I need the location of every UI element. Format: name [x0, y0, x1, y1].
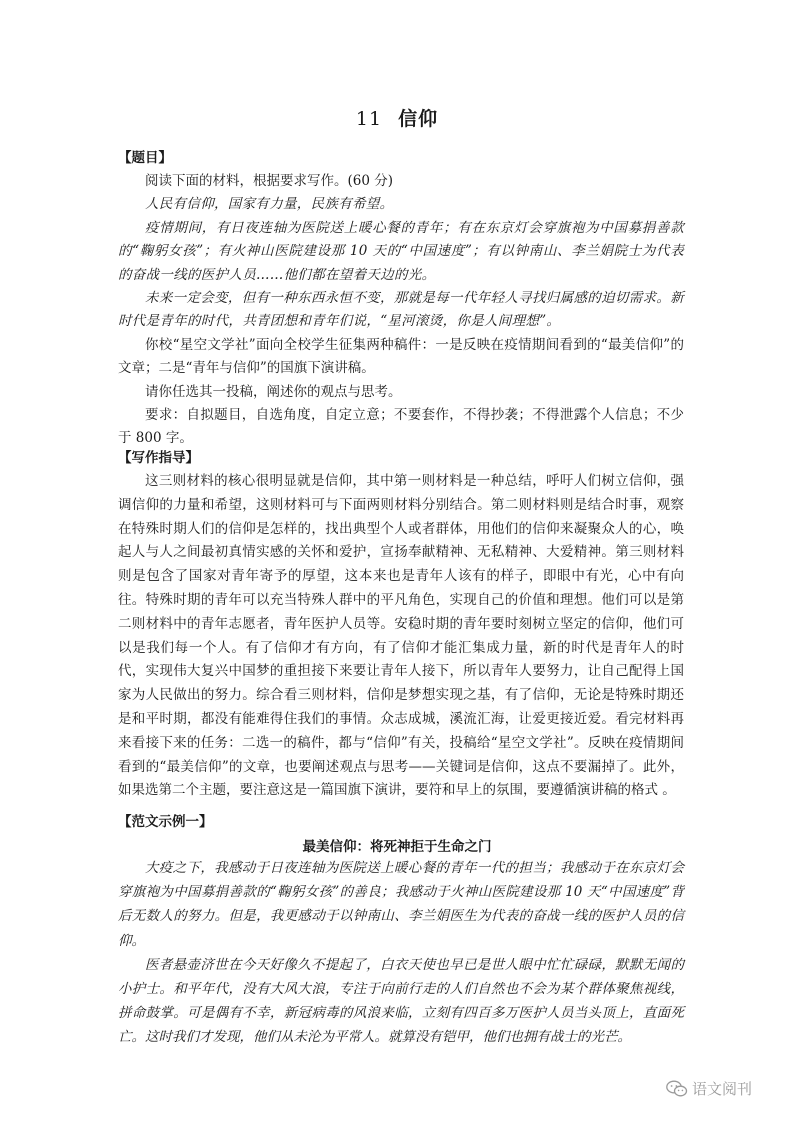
essay-paragraph: 大疫之下，我感动于日夜连轴为医院送上暖心餐的青年一代的担当；我感动于在东京灯会穿旗袍为中国募捐善款的“鞠躬女孩”的善良；我感动于火神山医院建设那 10 天“中国速度”背后无数人的努力。但是，我更感动于以钟南山、李兰娟医生为代表的奋战一线的医护人员的信仰。	[118, 860, 684, 949]
guide-text: 这三则材料的核心很明显就是信仰，其中第一则材料是一种总结，呼吁人们树立信仰，强调信仰的力量和希望，这则材料可与下面两则材料分别结合。第二则材料则是结合时事，观察在特殊时期人们的信仰是怎样的，找出典型个人或者群体，用他们的信仰来凝聚众人的心，唤起人与人之间最初真情实感的关怀和爱护，宣扬奉献精神、无私精神、大爱精神。第三则材料则是包含了国家对青年寄予的厚望，这本来也是青年人该有的样子，即眼中有光，心中有向往。特殊时期的青年可以充当特殊人群中的平凡角色，实现自己的价值和理想。他们可以是第二则材料中的青年志愿者，青年医护人员等。安稳时期的青年要时刻树立坚定的信仰，他们可以是我们每一个人。有了信仰才有方向，有了信仰才能汇集成力量，新的时代是青年人的时代，实现伟大复兴中国梦的重担接下来要让青年人接下，所以青年人要努力，让自己配得上国家为人民做出的努力。综合看三则材料，信仰是梦想实现之基，有了信仰，无论是特殊时期还是和平时期，都没有能难得住我们的事情。众志成城，溪流汇海，让爱更接近爱。看完材料再来看接下来的任务：二选一的稿件，都与“信仰”有关，投稿给“星空文学社”。反映在疫情期间看到的“最美信仰”的文章，也要阐述观点与思考——关键词是信仰，这点不要漏掉了。此外，如果选第二个主题，要注意这是一篇国旗下演讲，要符和早上的氛围，要遵循演讲稿的格式 。	[118, 473, 684, 799]
essay-paragraph: 医者悬壶济世在今天好像久不提起了，白衣天使也早已是世人眼中忙忙碌碌，默默无闻的小护士。和平年代，没有大风大浪，专注于向前行走的人们自然也不会为某个群体聚焦视线，拼命鼓掌。可是偶有不幸，新冠病毒的风浪来临，立刻有四百多万医护人员当头顶上，直面死亡。这时我们才发现，他们从未沦为平常人。就算没有铠甲，他们也拥有战士的光芒。	[118, 956, 684, 1046]
example-heading: 【范文示例一】	[118, 814, 213, 830]
page-title	[0, 104, 794, 131]
guide-block	[118, 470, 684, 803]
essay-body	[118, 856, 684, 1050]
guide-heading: 【写作指导】	[118, 450, 199, 466]
task-instruction: 请你任选其一投稿，阐述你的观点与思考。	[145, 383, 402, 400]
prompt-block	[118, 170, 684, 451]
lesson-number: 11	[355, 108, 383, 130]
prompt-instruction: 阅读下面的材料，根据要求写作。(60 分)	[145, 173, 394, 189]
essay-title: 最美信仰：将死神拒于生命之门	[302, 839, 492, 855]
requirements: 要求：自拟题目，自选角度，自定立意；不要套作，不得抄袭；不得泄露个人信息；不少于 800 字。	[118, 407, 684, 447]
task-description: 你校“星空文学社”面向全校学生征集两种稿件：一是反映在疫情期间看到的“最美信仰”的文章；二是“青年与信仰”的国旗下演讲稿。	[118, 336, 684, 377]
wechat-icon	[666, 1080, 688, 1098]
material-3: 未来一定会变，但有一种东西永恒不变，那就是每一代年轻人寻找归属感的迫切需求。新时代是青年的时代，共青团想和青年们说，“星河滚烫，你是人间理想”。	[118, 290, 684, 330]
material-2: 疫情期间，有日夜连轴为医院送上暖心餐的青年；有在东京灯会穿旗袍为中国募捐善款的“鞠躬女孩”；有火神山医院建设那 10 天的“中国速度”；有以钟南山、李兰娟院士为代表的奋战一线的医护人员……他们都在望着天边的光。	[118, 219, 684, 283]
lesson-title: 信仰	[398, 108, 439, 130]
prompt-heading: 【题目】	[118, 150, 172, 166]
watermark-text: 语文阅刊	[692, 1080, 753, 1098]
watermark	[666, 1078, 752, 1099]
material-1: 人民有信仰，国家有力量，民族有希望。	[145, 196, 394, 213]
